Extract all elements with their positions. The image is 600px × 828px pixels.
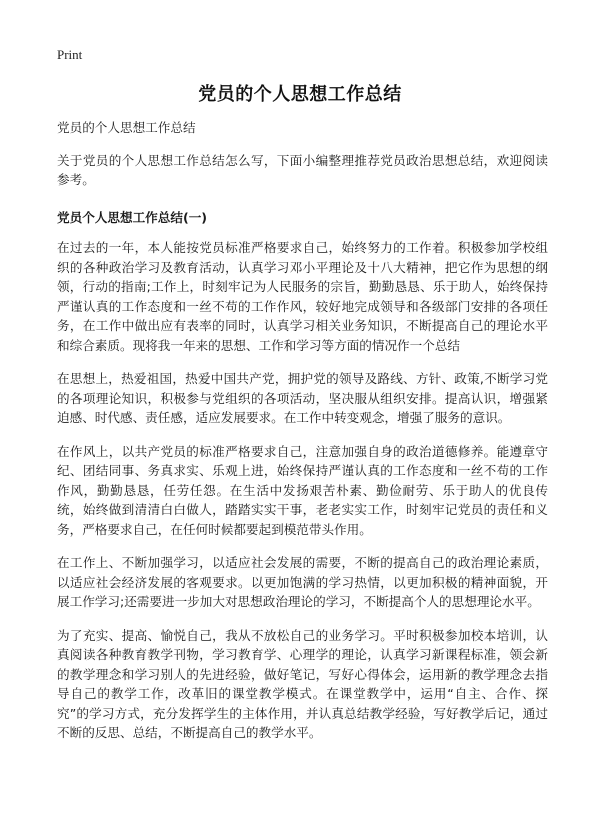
- body-paragraph: 在工作上、不断加强学习，以适应社会发展的需要，不断的提高自己的政治理论素质，以适应社会经济发展的客观要求。以更加饱满的学习热情，以更加积极的精神面貌，开展工作学习;还需要进一步加大对思想政治理论的学习，不断提高个人的思想理论水平。: [57, 555, 548, 609]
- print-link[interactable]: Print: [57, 47, 83, 62]
- body-paragraph: 在过去的一年，本人能按党员标准严格要求自己，始终努力的工作着。积极参加学校组织的各种政治学习及教育活动，认真学习邓小平理论及十八大精神，把它作为思想的纲领，行动的指南;工作上，时刻牢记为人民服务的宗旨，勤勤恳恳、乐于助人，始终保持严谨认真的工作态度和一丝不苟的工作作风，较好地完成领导和各级部门安排的各项任务，在工作中做出应有表率的同时，认真学习相关业务知识，不断提高自己的理论水平和综合素质。现将我一年来的思想、工作和学习等方面的情况作一个总结: [57, 240, 548, 353]
- section-heading: 党员个人思想工作总结(一): [57, 209, 208, 225]
- intro-paragraph: 关于党员的个人思想工作总结怎么写，下面小编整理推荐党员政治思想总结，欢迎阅读参考。: [57, 152, 548, 187]
- body-paragraph: 在思想上，热爱祖国，热爱中国共产党，拥护党的领导及路线、方针、政策,不断学习党的各项理论知识，积极参与党组织的各项活动，坚决服从组织安排。提高认识，增强紧迫感、时代感、责任感，适应发展要求。在工作中转变观念，增强了服务的意识。: [57, 371, 548, 425]
- body-paragraph: 在作风上，以共产党员的标准严格要求自己，注意加强自身的政治道德修养。能遵章守纪、团结同事、务真求实、乐观上进，始终保持严谨认真的工作态度和一丝不苟的工作作风，勤勤恳恳，任劳任怨。在生活中发扬艰苦朴素、勤俭耐劳、乐于助人的优良传统，始终做到清清白白做人，踏踏实实干事，老老实实工作，时刻牢记党员的责任和义务，严格要求自己，在任何时候都要起到模范带头作用。: [57, 443, 548, 537]
- page-title: 党员的个人思想工作总结: [198, 84, 402, 105]
- body-paragraph: 为了充实、提高、愉悦自己，我从不放松自己的业务学习。平时积极参加校本培训，认真阅读各种教育教学刊物，学习教育学、心理学的理论，认真学习新课程标准，领会新的教学理念和学习别人的先进经验，做好笔记，写好心得体会，运用新的教学理念去指导自己的教学工作，改革旧的课堂教学模式。在课堂教学中，运用“自主、合作、探究”的学习方式，充分发挥学生的主体作用，并认真总结教学经验，写好教学后记，通过不断的反思、总结，不断提高自己的教学水平。: [57, 627, 548, 740]
- document-subtitle: 党员的个人思想工作总结: [57, 120, 196, 135]
- document-body: [57, 118, 548, 757]
